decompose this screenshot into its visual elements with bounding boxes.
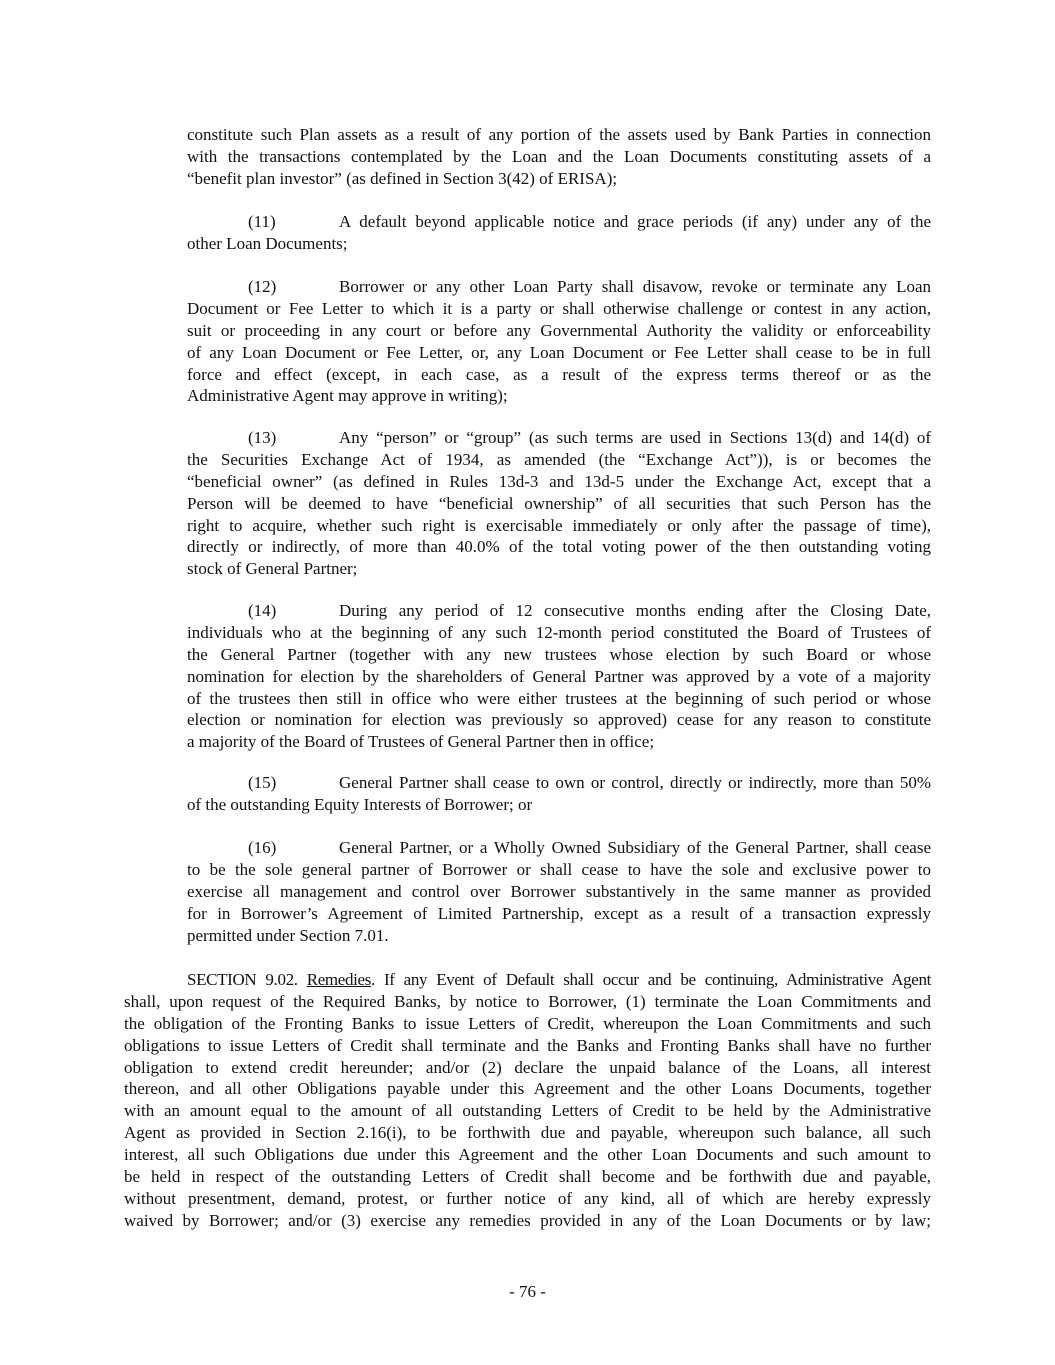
text-line: obligation to extend credit hereunder; and/or (2) declare the unpaid balance of the Loans, all interest — [124, 1057, 931, 1077]
clause-number: (15) — [248, 773, 277, 792]
text-line: be held in respect of the outstanding Letters of Credit shall become and be forthwith due and payable, — [124, 1167, 931, 1187]
text-line: Document or Fee Letter to which it is a party or shall otherwise challenge or contest in any action, — [187, 298, 931, 318]
text-line: of the trustees then still in office who were either trustees at the beginning of such period or whose — [187, 688, 931, 708]
section-title: Remedies — [306, 970, 371, 989]
clause-first-line — [187, 600, 931, 622]
text-line: individuals who at the beginning of any such 12-month period constituted the Board of Trustees of — [187, 622, 931, 642]
text-line: thereon, and all other Obligations payable under this Agreement and the other Loans Documents, together — [124, 1079, 931, 1099]
text-line: Person will be deemed to have “beneficial ownership” of all securities that such Person has the — [187, 493, 931, 513]
text-line: “beneficial owner” (as defined in Rules 13d-3 and 13d-5 under the Exchange Act, except that a — [187, 471, 931, 491]
clause-text: During any period of 12 consecutive months ending after the Closing Date, — [339, 601, 931, 620]
text-line: other Loan Documents; — [187, 233, 348, 253]
text-line: stock of General Partner; — [187, 559, 358, 579]
clause-14 — [187, 600, 931, 753]
clause-first-line — [187, 276, 931, 298]
text-line: interest, all such Obligations due under this Agreement and the other Loan Documents and such amount to — [124, 1145, 931, 1165]
clause-number: (16) — [248, 838, 277, 857]
clause-text: General Partner, or a Wholly Owned Subsidiary of the General Partner, shall cease — [339, 838, 931, 857]
text-line: shall, upon request of the Required Banks, by notice to Borrower, (1) terminate the Loan Commitments and — [124, 991, 931, 1011]
text-line: Agent as provided in Section 2.16(i), to be forthwith due and payable, whereupon such balance, all such — [124, 1123, 931, 1143]
text-line: permitted under Section 7.01. — [187, 925, 389, 945]
text-line: the General Partner (together with any new trustees whose election by such Board or whose — [187, 644, 931, 664]
text-line: right to acquire, whether such right is exercisable immediately or only after the passage of time), — [187, 515, 931, 535]
text-line: with the transactions contemplated by the Loan and the Loan Documents constituting assets of a — [187, 146, 931, 166]
clause-first-line — [187, 427, 931, 449]
clause-number: (12) — [248, 277, 277, 296]
clause-15 — [187, 772, 931, 816]
text-line: nomination for election by the shareholders of General Partner was approved by a vote of a majority — [187, 666, 931, 686]
section-first-line-text: . If any Event of Default shall occur and be continuing, Administrative Agent — [370, 970, 932, 989]
text-line: suit or proceeding in any court or before any Governmental Authority the validity or enforceability — [187, 320, 931, 340]
text-line: the Securities Exchange Act of 1934, as amended (the “Exchange Act”)), is or becomes the — [187, 449, 931, 469]
text-line: “benefit plan investor” (as defined in Section 3(42) of ERISA); — [187, 168, 618, 188]
clause-first-line — [187, 211, 931, 233]
clause-16 — [187, 837, 931, 946]
section-9-02 — [124, 969, 931, 1232]
clause-13 — [187, 427, 931, 580]
text-line: election or nomination for election was previously so approved) cease for any reason to constitute — [187, 710, 931, 730]
clause-text: A default beyond applicable notice and grace periods (if any) under any of the — [339, 212, 931, 231]
text-line: constitute such Plan assets as a result of any portion of the assets used by Bank Parties in connection — [187, 125, 931, 144]
section-first-line — [124, 969, 931, 991]
clause-11 — [187, 211, 931, 255]
text-line: a majority of the Board of Trustees of General Partner then in office; — [187, 732, 655, 752]
text-line: to be the sole general partner of Borrower or shall cease to have the sole and exclusive power to — [187, 859, 931, 879]
page-number: - 76 - — [509, 1282, 546, 1301]
clause-12 — [187, 276, 931, 407]
clause-text: Borrower or any other Loan Party shall disavow, revoke or terminate any Loan — [339, 277, 931, 296]
text-line: exercise all management and control over Borrower substantively in the same manner as provided — [187, 881, 931, 901]
clause-number: (11) — [248, 212, 276, 231]
clause-first-line — [187, 837, 931, 859]
clause-text: General Partner shall cease to own or control, directly or indirectly, more than 50% — [339, 773, 931, 792]
text-line: for in Borrower’s Agreement of Limited Partnership, except as a result of a transaction expressly — [187, 903, 931, 923]
clause-number: (14) — [248, 601, 277, 620]
clause-number: (13) — [248, 428, 277, 447]
paragraph-continuation — [187, 124, 931, 190]
text-line: directly or indirectly, of more than 40.0% of the total voting power of the then outstanding voting — [187, 537, 931, 557]
text-line: of any Loan Document or Fee Letter, or, any Loan Document or Fee Letter shall cease to be in full — [187, 342, 931, 362]
text-line: obligations to issue Letters of Credit shall terminate and the Banks and Fronting Banks shall have no further — [124, 1035, 931, 1055]
text-line: Administrative Agent may approve in writing); — [187, 386, 508, 406]
text-line: with an amount equal to the amount of all outstanding Letters of Credit to be held by the Administrative — [124, 1101, 931, 1121]
clause-text: Any “person” or “group” (as such terms are used in Sections 13(d) and 14(d) of — [339, 428, 931, 447]
text-line: force and effect (except, in each case, as a result of the express terms thereof or as the — [187, 364, 931, 384]
clause-first-line — [187, 772, 931, 794]
text-line: of the outstanding Equity Interests of Borrower; or — [187, 794, 533, 814]
section-heading: SECTION 9.02. — [187, 970, 298, 989]
text-line: without presentment, demand, protest, or further notice of any kind, all of which are hereby expressly — [124, 1188, 931, 1208]
text-line: waived by Borrower; and/or (3) exercise any remedies provided in any of the Loan Documents or by law; — [124, 1210, 931, 1230]
text-line: the obligation of the Fronting Banks to issue Letters of Credit, whereupon the Loan Commitments and such — [124, 1013, 931, 1033]
